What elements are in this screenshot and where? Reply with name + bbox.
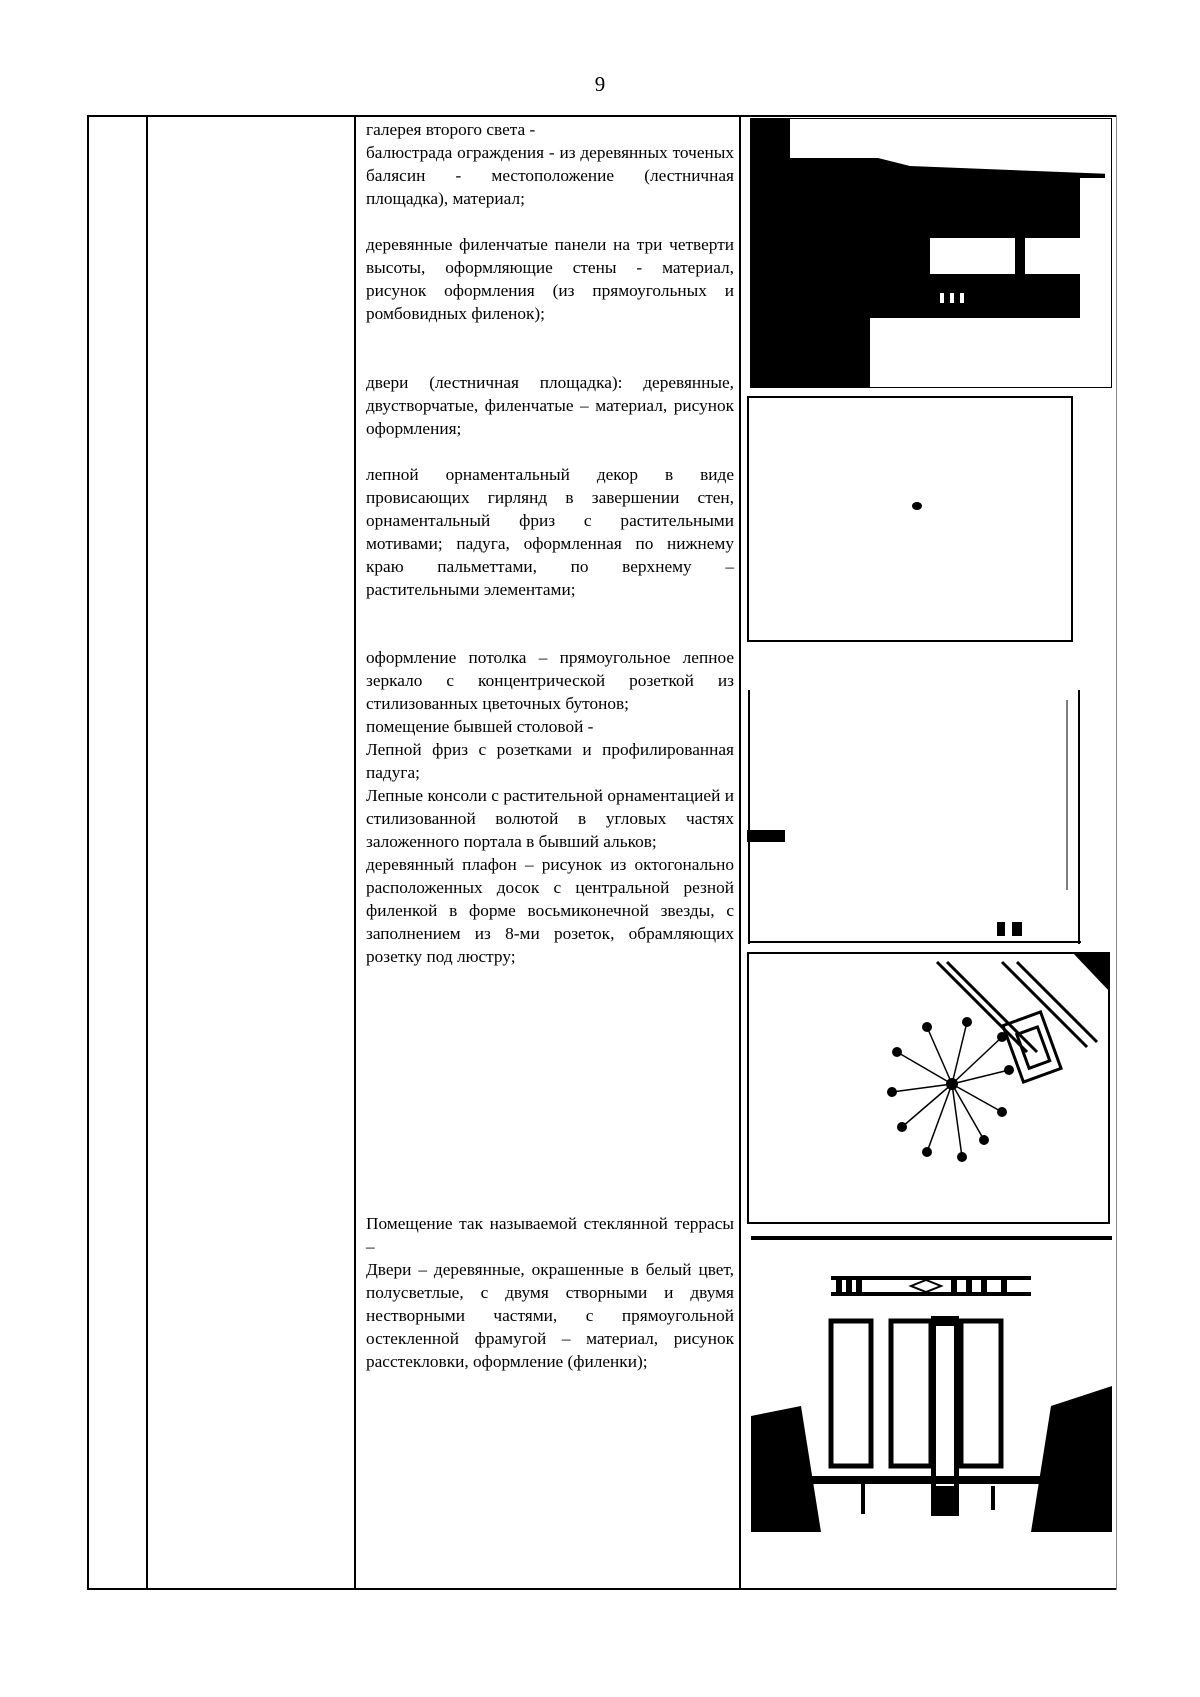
text-block-decor: [366, 463, 734, 601]
dining-room-heading: помещение бывшей столовой -: [366, 717, 594, 736]
ceiling-text: оформление потолка – прямоугольное лепное зеркало с концентрической розеткой из стилизованных цветочных бутонов;: [366, 648, 734, 713]
frieze-photo: [747, 690, 1081, 944]
text-block-doors: [366, 371, 734, 440]
balustrade-text: балюстрада ограждения - из деревянных точеных балясин - местоположение (лестничная площадка), материал;: [366, 143, 734, 208]
terrace-heading: Помещение так называемой стеклянной террасы –: [366, 1214, 734, 1256]
text-block-panels: [366, 233, 734, 325]
text-block-gallery: [366, 118, 734, 210]
text-block-terrace: [366, 1212, 734, 1373]
frieze-text: Лепной фриз с розетками и профилированная падуга;: [366, 740, 734, 782]
gallery-heading: галерея второго света -: [366, 120, 536, 139]
terrace-doors-text: Двери – деревянные, окрашенные в белый цвет, полусветлые, с двумя створными и двумя нестворными частями, с прямоугольной остекленной фрамугой – материал, рисунок расстекловки, оформление (филенки);: [366, 1260, 734, 1371]
balustrade-photo: [750, 118, 1112, 388]
ceiling-photo: [747, 952, 1110, 1224]
consoles-text: Лепные консоли с растительной орнаментацией и стилизованной волютой в угловых частях заложенного портала в бывший альков;: [366, 786, 734, 851]
panels-text: деревянные филенчатые панели на три четверти высоты, оформляющие стены - материал, рисунок оформления (из прямоугольных и ромбовидных филенок);: [366, 235, 734, 323]
doors-text: двери (лестничная площадка): деревянные, двустворчатые, филенчатые – материал, рисунок оформления;: [366, 373, 734, 438]
text-block-ceiling: [366, 646, 734, 968]
page-number: 9: [594, 72, 606, 96]
decor-text: лепной орнаментальный декор в виде провисающих гирлянд в завершении стен, орнаментальный фриз с растительными мотивами; падуга, оформленная по нижнему краю пальметтами, по верхнему – растительными элементами;: [366, 465, 734, 599]
terrace-doors-photo: [751, 1236, 1112, 1532]
plafond-text: деревянный плафон – рисунок из октогонально расположенных досок с центральной резной филенкой в форме восьмиконечной звезды, с заполнением из 8-ми розеток, обрамляющих розетку под люстру;: [366, 855, 734, 966]
doors-photo: [747, 396, 1073, 642]
